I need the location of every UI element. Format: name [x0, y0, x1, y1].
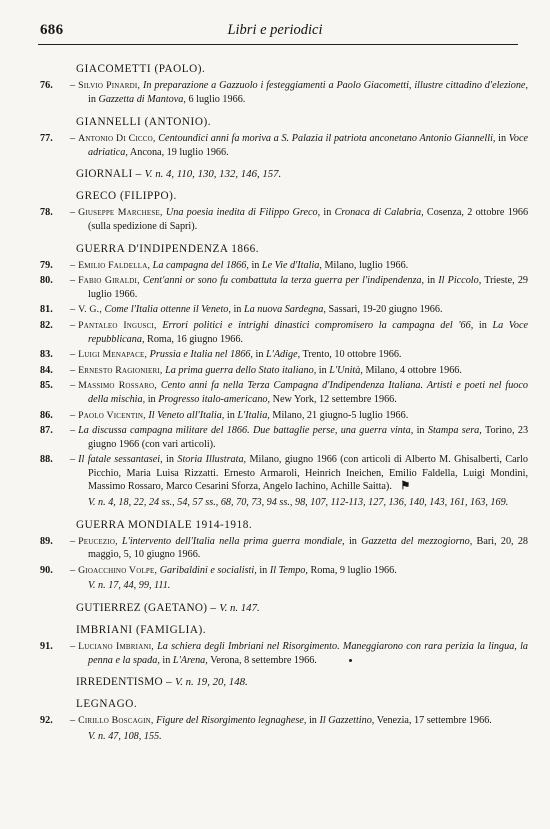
subject-heading: IMBRIANI (FAMIGLIA).: [76, 624, 207, 637]
entry-number: 89.: [40, 535, 53, 547]
entry-details: Sassari, 19-20 giugno 1966.: [328, 304, 443, 316]
entry-author: Silvio Pinardi,: [78, 80, 141, 91]
bib-entry: 80. – Fabio Giraldi, Cent'anni or sono fu combattuta la terza guerra per l'indipendenza, in Il Piccolo, Trieste, 29 luglio 1966.: [40, 275, 529, 300]
entry-number: 76.: [40, 80, 53, 91]
entry-title: Centoundici anni fa moriva a S. Palazia il patriota anconetano Antonio Giannelli,: [158, 133, 496, 145]
subject-heading: LEGNAGO.: [76, 698, 138, 711]
entry-publication: L'Unità,: [329, 364, 363, 376]
entry-author: Ernesto Ragionieri,: [78, 364, 163, 376]
entry-publication: L'Italia,: [237, 409, 270, 421]
bib-entry: 88. – Il fatale sessantasei, in Storia Illustrata, Milano, giugno 1966 (con articoli di Alberto M. Ghisalberti, Carlo Picchio, Maria Luisa Rizzatti. Ernesto Armaroli, Heinrich Ineichen, Emilio Faldella, Luigi Mondini, Massimo Rossaro, Marco Cesarini Sforza, Angelo Iachino, Achille Saitta). ⚑: [40, 454, 528, 493]
entry-title: Cent'anni or sono fu combattuta la terza guerra per l'indipendenza,: [142, 275, 425, 287]
entry-publication: Il Tempo,: [269, 564, 308, 576]
entry-details: Trento, 10 ottobre 1966.: [302, 349, 402, 361]
entry-publication: Cronaca di Calabria,: [334, 207, 424, 219]
entry-title: Errori politici e intrighi dinastici compromisero la campagna del '66,: [162, 319, 474, 331]
entry-details: Roma, 9 luglio 1966.: [310, 564, 397, 576]
bib-entry: 86. – Paolo Vicentin, Il Veneto all'Italia, in L'Italia, Milano, 21 giugno-5 luglio 1966.: [40, 409, 409, 421]
entry-publication: Storia Illustrata,: [177, 454, 247, 466]
entry-publication: Voce adriatica,: [88, 133, 529, 158]
entry-author: Luigi Menapace,: [78, 349, 148, 361]
entry-publication: Stampa sera,: [427, 425, 482, 437]
entry-details: 6 luglio 1966.: [188, 93, 246, 105]
bib-entry: 83. – Luigi Menapace, Prussia e Italia nel 1866, in L'Adige, Trento, 10 ottobre 1966.: [40, 349, 402, 361]
entry-title: Il Veneto all'Italia,: [148, 409, 225, 421]
entry-publication: Gazzetta di Mantova,: [98, 93, 186, 105]
entry-details: Bari, 20, 28 maggio, 5, 10 giugno 1966.: [88, 535, 529, 561]
entry-author: Gioacchino Volpe,: [78, 564, 158, 576]
entry-details: New York, 12 settembre 1966.: [272, 393, 397, 405]
entry-details: Trieste, 29 luglio 1966.: [88, 275, 529, 300]
bib-entry: 84. – Ernesto Ragionieri, La prima guerra dello Stato italiano, in L'Unità, Milano, 4 ottobre 1966.: [40, 364, 462, 376]
margin-mark: [349, 659, 352, 662]
entry-details: Milano, giugno 1966 (con articoli di Alberto M. Ghisalberti, Carlo Picchio, Maria Luisa Rizzatti. Ernesto Armaroli, Heinrich Ineichen, Emilio Faldella, Luigi Mondini, Massimo Rossaro, Marco Cesarini Sforza, Angelo Iachino, Achille Saitta).: [88, 454, 528, 493]
cross-reference: GIORNALI – V. n. 4, 110, 130, 132, 146, 157.: [76, 168, 282, 181]
bib-entry: 87. – La discussa campagna militare del 1866. Due battaglie perse, una guerra vinta, in Stampa sera, Torino, 23 giugno 1966 (con vari articoli).: [40, 425, 529, 450]
entry-author: Fabio Giraldi,: [78, 275, 140, 287]
entry-author: Massimo Rossaro,: [78, 380, 157, 392]
entry-title: La prima guerra dello Stato italiano,: [165, 364, 317, 376]
entry-details: Cosenza, 2 ottobre 1966 (sulla spedizione di Sapri).: [88, 207, 529, 232]
bib-entry: 81. – V. G., Come l'Italia ottenne il Veneto, in La nuova Sardegna, Sassari, 19-20 giugno 1966.: [40, 304, 443, 316]
entry-details: Roma, 16 giugno 1966.: [147, 333, 243, 345]
header-rule: [38, 44, 518, 45]
cross-reference: IRREDENTISMO – V. n. 19, 20, 148.: [76, 676, 248, 689]
entry-number: 79.: [40, 259, 53, 271]
subject-heading: GIACOMETTI (PAOLO).: [76, 63, 206, 75]
entry-title: La schiera degli Imbriani nel Risorgimento. Maneggiarono con rara perizia la lingua, la penna e la spada,: [88, 641, 528, 666]
bib-entry: 82. – Pantaleo Ingusci, Errori politici e intrighi dinastici compromisero la campagna del '66, in La Voce repubblicana, Roma, 16 giugno 1966.: [40, 319, 529, 345]
see-also-references: V. n. 4, 18, 22, 24 ss., 54, 57 ss., 68, 70, 73, 94 ss., 98, 107, 112-113, 127, 136, 140, 143, 161, 163, 169.: [88, 497, 509, 509]
entry-publication: Il Piccolo,: [438, 275, 482, 287]
entry-details: Verona, 8 settembre 1966.: [210, 654, 317, 666]
bib-entry: 78. – Giuseppe Marchese, Una poesia inedita di Filippo Greco, in Cronaca di Calabria, Cosenza, 2 ottobre 1966 (sulla spedizione di Sapri).: [40, 207, 529, 232]
bib-entry: 92. – Cirillo Boscagin, Figure del Risorgimento legnaghese, in Il Gazzettino, Venezia, 17 settembre 1966.: [40, 715, 492, 727]
entry-author: Paolo Vicentin,: [78, 409, 146, 421]
entry-title: Prussia e Italia nel 1866,: [149, 349, 253, 361]
margin-mark: ⚑: [400, 480, 411, 493]
entry-author: V. G.,: [78, 304, 102, 316]
entry-title: L'intervento dell'Italia nella prima guerra mondiale,: [121, 535, 345, 547]
entry-number: 85.: [40, 380, 53, 392]
bib-entry: 76. – Silvio Pinardi, In preparazione a Gazzuolo i festeggiamenti a Paolo Giacometti, illustre cittadino d'elezione, in Gazzetta di Mantova, 6 luglio 1966.: [40, 80, 528, 105]
entry-number: 78.: [40, 207, 53, 219]
entry-author: Luciano Imbriani,: [78, 641, 154, 653]
bib-entry: 90. – Gioacchino Volpe, Garibaldini e socialisti, in Il Tempo, Roma, 9 luglio 1966.: [40, 564, 397, 576]
bib-entry: 85. – Massimo Rossaro, Cento anni fa nella Terza Campagna d'Indipendenza Italiana. Artisti e poeti nel fuoco della mischia, in Progresso italo-americano, New York, 12 settembre 1966.: [40, 380, 528, 405]
entry-number: 81.: [40, 304, 53, 316]
entry-title: Garibaldini e socialisti,: [159, 564, 257, 576]
bib-entry: 89. – Peucezio, L'intervento dell'Italia nella prima guerra mondiale, in Gazzetta del mezzogiorno, Bari, 20, 28 maggio, 5, 10 giugno 1966.: [40, 535, 529, 561]
see-also-references: V. n. 17, 44, 99, 111.: [88, 580, 171, 592]
entry-details: Torino, 23 giugno 1966 (con vari articoli).: [88, 425, 529, 450]
entry-details: Venezia, 17 settembre 1966.: [376, 715, 492, 727]
subject-heading: GIANNELLI (ANTONIO).: [76, 116, 212, 129]
entry-title: Come l'Italia ottenne il Veneto,: [104, 304, 231, 316]
entry-author: Pantaleo Ingusci,: [78, 319, 157, 331]
entry-title: Una poesia inedita di Filippo Greco,: [165, 207, 321, 219]
entry-number: 86.: [40, 409, 53, 421]
see-also-references: V. n. 47, 108, 155.: [88, 730, 162, 742]
entry-details: Milano, 4 ottobre 1966.: [365, 364, 462, 376]
entry-publication: La nuova Sardegna,: [243, 304, 326, 316]
entry-number: 83.: [40, 349, 53, 361]
entry-number: 92.: [40, 715, 53, 727]
entry-title: La discussa campagna militare del 1866. Due battaglie perse, una guerra vinta,: [78, 425, 414, 437]
bib-entry: 91. – Luciano Imbriani, La schiera degli Imbriani nel Risorgimento. Maneggiarono con rara perizia la lingua, la penna e la spada, in L'Arena, Verona, 8 settembre 1966.: [40, 641, 528, 666]
entry-details: Milano, luglio 1966.: [324, 259, 409, 271]
subject-heading: GUERRA D'INDIPENDENZA 1866.: [76, 242, 260, 255]
entry-number: 88.: [40, 454, 53, 466]
bib-entry: 79. – Emilio Faldella, La campagna del 1866, in Le Vie d'Italia, Milano, luglio 1966.: [40, 259, 409, 271]
entry-number: 82.: [40, 319, 53, 331]
entry-number: 90.: [40, 564, 53, 576]
bibliography-list: [40, 54, 528, 746]
entry-publication: L'Adige,: [265, 349, 301, 361]
entry-title: Cento anni fa nella Terza Campagna d'Indipendenza Italiana. Artisti e poeti nel fuoco della mischia,: [88, 380, 528, 405]
entry-title: In preparazione a Gazzuolo i festeggiamenti a Paolo Giacometti, illustre cittadino d'elezione,: [143, 80, 528, 91]
bib-entry: 77. – Antonio Di Cicco, Centoundici anni fa moriva a S. Palazia il patriota anconetano Antonio Giannelli, in Voce adriatica, Ancona, 19 luglio 1966.: [40, 133, 529, 158]
entry-number: 91.: [40, 641, 53, 653]
entry-title: Figure del Risorgimento legnaghese,: [156, 715, 307, 727]
entry-number: 84.: [40, 364, 53, 376]
subject-heading: GUERRA MONDIALE 1914-1918.: [76, 518, 253, 531]
page-header: [0, 22, 550, 42]
entry-publication: La Voce repubblicana,: [88, 319, 529, 345]
entry-number: 77.: [40, 133, 53, 145]
page-number: 686: [40, 22, 64, 38]
entry-title: La campagna del 1866,: [152, 259, 249, 271]
entry-publication: Le Vie d'Italia,: [261, 259, 322, 271]
entry-author: Peucezio,: [78, 535, 118, 547]
entry-publication: Il Gazzettino,: [319, 715, 375, 727]
entry-author: Emilio Faldella,: [78, 259, 151, 271]
cross-reference: GUTIERREZ (GAETANO) – V. n. 147.: [76, 602, 260, 615]
entry-details: Milano, 21 giugno-5 luglio 1966.: [272, 409, 409, 421]
entry-publication: Progresso italo-americano,: [158, 393, 271, 405]
entry-number: 87.: [40, 425, 53, 437]
entry-title: Il fatale sessantasei,: [78, 454, 163, 466]
running-head: Libri e periodici: [227, 22, 323, 38]
entry-number: 80.: [40, 275, 53, 287]
entry-author: Giuseppe Marchese,: [78, 207, 163, 219]
subject-heading: GRECO (FILIPPO).: [76, 190, 177, 203]
entry-publication: L'Arena,: [172, 654, 208, 666]
entry-author: Cirillo Boscagin,: [78, 715, 154, 727]
entry-publication: Gazzetta del mezzogiorno,: [361, 535, 473, 547]
entry-author: Antonio Di Cicco,: [78, 133, 156, 145]
entry-details: Ancona, 19 luglio 1966.: [129, 146, 229, 158]
